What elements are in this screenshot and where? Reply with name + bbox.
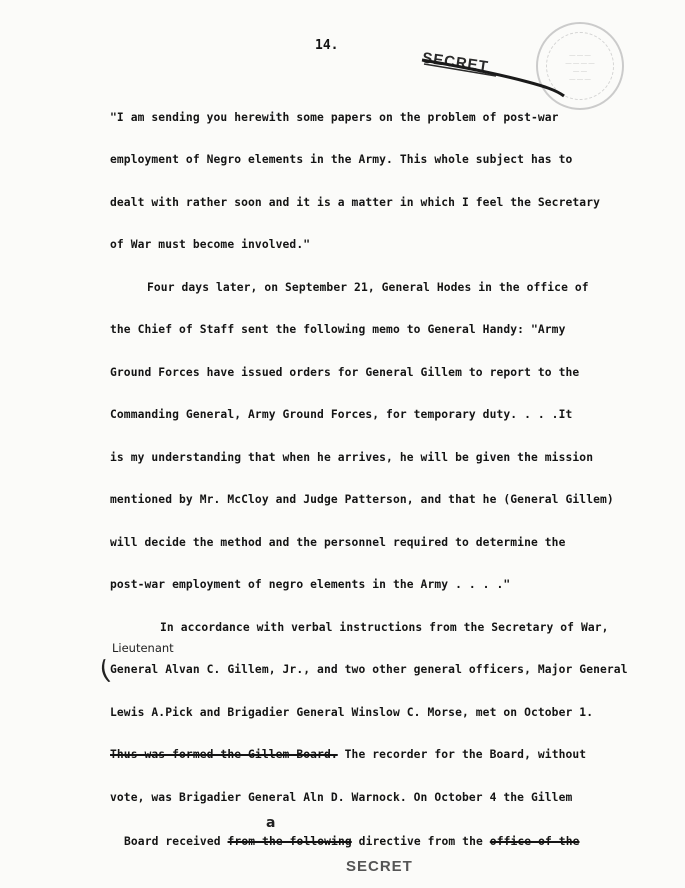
- secret-stamp-top: SECRET: [421, 49, 490, 76]
- text-line: dealt with rather soon and it is a matter in which I feel the Secretary: [110, 196, 600, 209]
- text-line: of War must become involved.": [110, 238, 311, 251]
- handwritten-insert-lieutenant: Lieutenant: [112, 641, 174, 655]
- text-line: In accordance with verbal instructions from the Secretary of War,: [160, 621, 609, 634]
- text-span: Board received: [124, 835, 228, 848]
- text-line: Commanding General, Army Ground Forces, for temporary duty. . . .It: [110, 408, 573, 421]
- secret-stamp-bottom: SECRET: [346, 858, 413, 875]
- text-line: post-war employment of negro elements in the Army . . . .": [110, 578, 511, 591]
- handwritten-margin-mark: (: [96, 655, 114, 687]
- text-line: "I am sending you herewith some papers on the problem of post-war: [110, 111, 559, 124]
- page-number: 14.: [315, 38, 339, 53]
- text-line: Four days later, on September 21, General Hodes in the office of: [147, 281, 589, 294]
- text-line: employment of Negro elements in the Army. This whole subject has to: [110, 153, 573, 166]
- struck-text: Thus was formed the Gillem Board.: [110, 748, 338, 761]
- text-line: General Alvan C. Gillem, Jr., and two other general officers, Major General: [110, 663, 628, 676]
- struck-text: office of the: [489, 835, 580, 848]
- text-line: [124, 835, 580, 848]
- received-stamp: — — — — — — — — — — — —: [536, 22, 624, 110]
- text-span: directive from the: [351, 835, 490, 848]
- secret-scribble: [418, 52, 568, 102]
- text-line: [110, 748, 586, 761]
- text-line: Ground Forces have issued orders for General Gillem to report to the: [110, 366, 580, 379]
- text-line: the Chief of Staff sent the following memo to General Handy: "Army: [110, 323, 566, 336]
- text-line: will decide the method and the personnel required to determine the: [110, 536, 566, 549]
- handwritten-insert-a: a: [266, 815, 276, 831]
- text-line: mentioned by Mr. McCloy and Judge Patterson, and that he (General Gillem): [110, 493, 614, 506]
- struck-text: from the following: [227, 835, 352, 848]
- text-span: The recorder for the Board, without: [337, 748, 587, 761]
- text-line: is my understanding that when he arrives, he will be given the mission: [110, 451, 594, 464]
- text-line: Lewis A.Pick and Brigadier General Winslow C. Morse, met on October 1.: [110, 706, 594, 719]
- text-line: vote, was Brigadier General Aln D. Warnock. On October 4 the Gillem: [110, 791, 573, 804]
